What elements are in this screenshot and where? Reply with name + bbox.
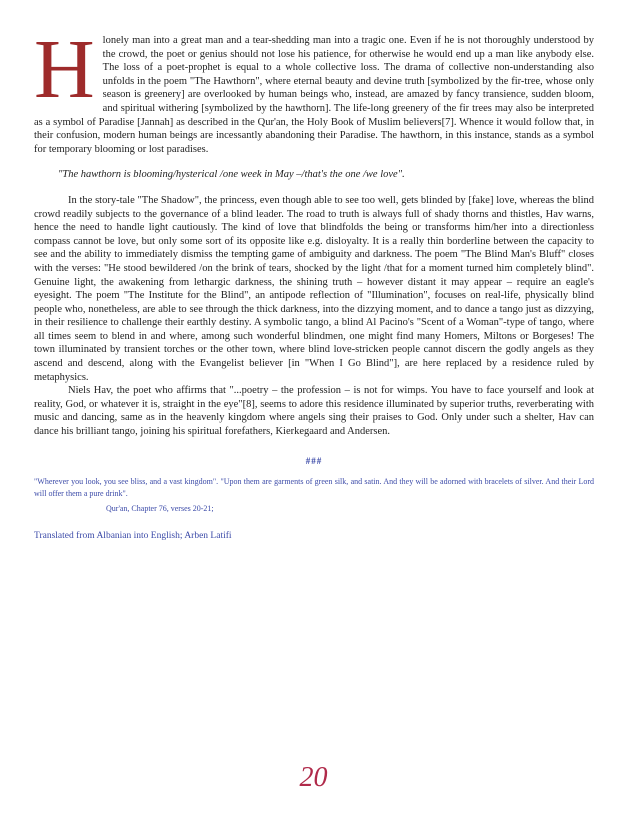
translator-credit: Translated from Albanian into English; Arben Latifi [34,530,232,541]
paragraph-1-text: lonely man into a great man and a tear-shedding man into a tragic one. Even if he is not thoroughly understood by the crowd, the poet or genius should not lose his patience, for otherwise he would end up a man like anybody else. The loss of a poet-prophet is equal to a whole collective loss. The drama of collective non-understanding also unfolds in the poem "The Hawthorn", where eternal beauty and devine truth [symbolized by the fir-tree, whose only season is greenery] are overlooked by human beings who, instead, are amazed by fancy transience, sudden bloom, and spiritual withering [symbolized by the hawthorn]. The life-long greenery of the fir trees may also be interpreted as a symbol of Paradise [Jannah] as described in the Qur'an, the Holy Book of Muslim believers[7]. Whence it would follow that, in their confusion, modern human beings are incessantly abandoning their Paradise. The hawthorn, in this instance, stands as a symbol for temporary blooming or lost paradises. [34,35,594,155]
paragraph-2: In the story-tale "The Shadow", the princess, even though able to see too well, gets blinded by [fake] love, whereas the blind crowd readily subjects to the governance of a blind leader. The road to truth is always full of shady thorns and thistles, Hav warns, hence the need to handle light cautiously. The kind of love that blindfolds the being or transforms him/her into a directionless compass cannot be love, but only some sort of its opposite like e.g. disloyalty. It is a really thin borderline between the capacity to see and the ability to immediately dismiss the tempting game of ambiguity and darkness. The poem "The Blind Man's Bluff" closes with the verses: "He stood bewildered /on the brink of tears, shocked by the light /that for a moment turned him completely blind". Genuine light, the awakening from lethargic darkness, the shining truth – however distant it may appear – require an eagle's eyesight. The poem "The Institute for the Blind", an antipode reflection of "Illumination", focuses on real-life, physically blind people who, nonetheless, are able to see through the thick darkness, into the dizzying moment, and to dance a tango just as dizzying, in their resilience to challenge their earthly destiny. A symbolic tango, a blind Al Pacino's "Scent of a Woman"-type of tango, where all times seem to blend in and where, among such wonderful blindmen, one might find many Homers, Miltons or Borgeses! The town illuminated by transient torches or the other town, where blind love-stricken people cannot discern the godly angels as they ascend and descend, along with the Evangelist believer [in "When I Go Blind"], are here replaced by a residence ruled by metaphysics. [34,194,594,383]
paragraph-1 [34,23,594,156]
footnote-source: Qur'an, Chapter 76, verses 20-21; [106,504,214,514]
body-text [34,23,594,543]
footnote-text: "Wherever you look, you see bliss, and a vast kingdom". "Upon them are garments of green silk, and satin. And they will be adorned with bracelets of silver. And their Lord will offer them a pure drink". [34,477,594,499]
paragraph-3: Niels Hav, the poet who affirms that "...poetry – the profession – is not for wimps. You have to face yourself and look at reality, God, or whatever it is, straight in the eye"[8], seems to adore this residence illuminated by superior truths, reverberating with music and dancing, same as in the heavenly kingdom where angels sing their praises to God. Only under such a shelter, Hav can dance his brilliant tango, joining his spiritual forefathers, Kierkegaard and Andersen. [34,385,594,438]
section-separator: ### [305,455,323,466]
drop-cap: H [34,23,95,116]
poem-quote: "The hawthorn is blooming/hysterical /one week in May –/that's the one /we love". [58,169,405,181]
page-number: 20 [299,762,328,793]
